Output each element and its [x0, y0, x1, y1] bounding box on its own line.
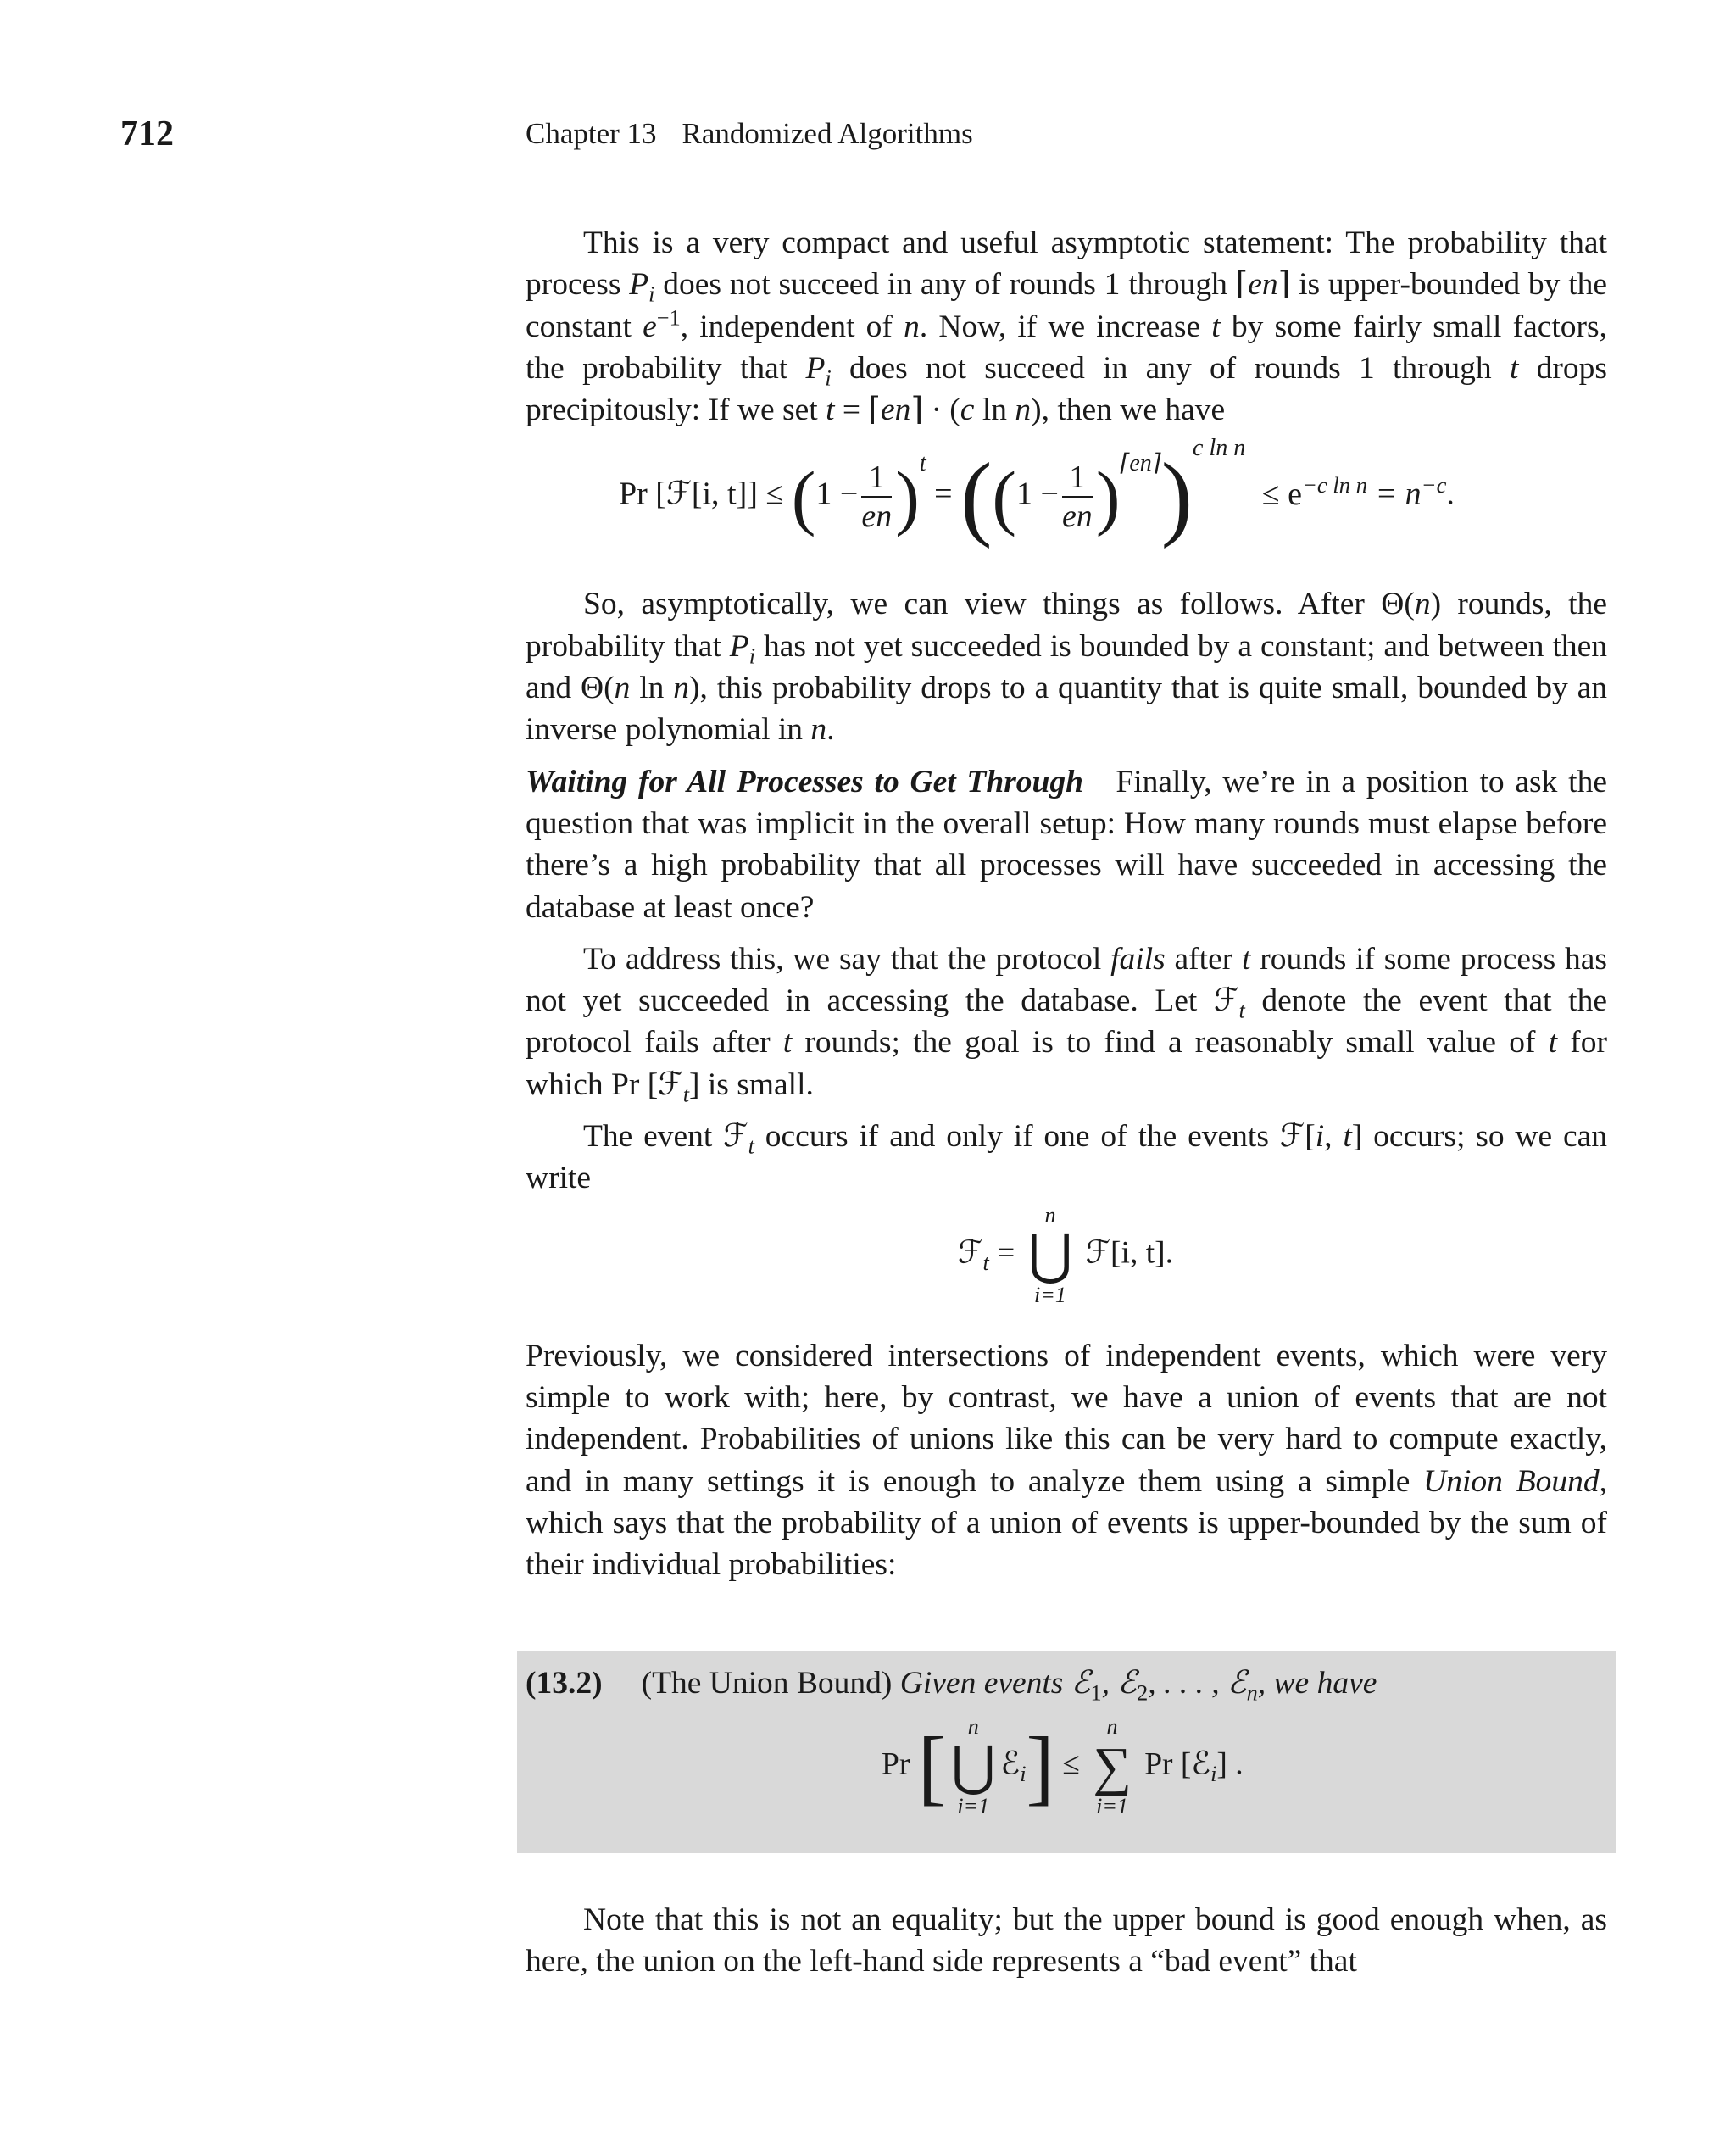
- paragraph-3: Waiting for All Processes to Get Through Finally, we’re in a position to ask the question that was implicit in the overall setup: How many rounds must elapse before there’s a high probability that all processes will have succeeded in accessing the database at least once?: [526, 764, 1607, 925]
- paragraph-5: The event ℱ$_t$ occurs if and only if one of the events ℱ[i, t] occurs; so we can write: [526, 1119, 1608, 1196]
- equation-2: ℱ$_t$ = n ⋃ i=1 ℱ[i, t].: [958, 1202, 1173, 1307]
- paragraph-6: Previously, we considered intersections of independent events, which were very simple to work with; here, by contrast, we have a union of events that are not independent. Probabilities of unions like this can be very hard to compute exactly, and in many settings it is enough to analyze them using a simple Union Bound, which says that the probability of a union of events is upper-bounded by the sum of their individual probabilities:: [526, 1338, 1607, 1583]
- theorem-name: (The Union Bound): [641, 1666, 893, 1701]
- paragraph-4: To address this, we say that the protocol fails after t rounds if some process has not yet succeeded in accessing the database. Let ℱ$_t$ denote the event that the protocol fails after t rounds; the goal is to find a reasonably small value of t for which Pr [ℱ$_t$] is small.: [526, 941, 1608, 1107]
- main-text-continued: [526, 1899, 1607, 1983]
- paragraph-2: So, asymptotically, we can view things as follows. After Θ(n) rounds, the probability that $P_i$ has not yet succeeded is bounded by a constant; and between then and Θ(n ln n), this probability drops to a quantity that is quite small, bounded by an inverse polynomial in n.: [526, 587, 1607, 748]
- theorem-number: (13.2): [526, 1666, 603, 1701]
- running-head: [526, 117, 973, 151]
- chapter-label: Chapter 13: [526, 117, 657, 150]
- paragraph-7: Note that this is not an equality; but the upper bound is good enough when, as here, the union on the left-hand side represents a “bad event” that: [526, 1902, 1607, 1980]
- paragraph-1: This is a very compact and useful asymptotic statement: The probability that process $P_i$ does not succeed in any of rounds 1 through ⌈en⌉ is upper-bounded by the constant $e^{-1}$, independent of n. Now, if we increase t by some fairly small factors, the probability that $P_i$ does not succeed in any of rounds 1 through t drops precipitously: If we set t = ⌈en⌉ · (c ln n), then we have: [526, 226, 1608, 428]
- union-bound-equation: Pr [ n ⋃ i=1 ℰ$_i$] ≤ n ∑ i=1 Pr [ℰ$_i$] .: [882, 1714, 1244, 1818]
- section-heading: Waiting for All Processes to Get Through: [526, 764, 1083, 799]
- chapter-title: Randomized Algorithms: [682, 117, 973, 150]
- main-text: [526, 222, 1607, 1585]
- equation-1: Pr [ℱ[i, t]] ≤ (1 − $\frac{1}{en}$ )$^t$ = ((1 − $\frac{1}{en}$ )$^{⌈en⌉})^{c ln n} \le e^{-c ln n} = n^{-c}$.: [619, 435, 1455, 550]
- theorem-box: (13.2) (The Union Bound) Given events ℰ$_1$, ℰ$_2$, . . . , ℰ$_n$, we have Pr [ n ⋃ i=1 ℰ$_i$] ≤ n ∑ i=1 Pr [ℰ$_i$] .: [517, 1651, 1616, 1853]
- page-number: 712: [120, 114, 174, 153]
